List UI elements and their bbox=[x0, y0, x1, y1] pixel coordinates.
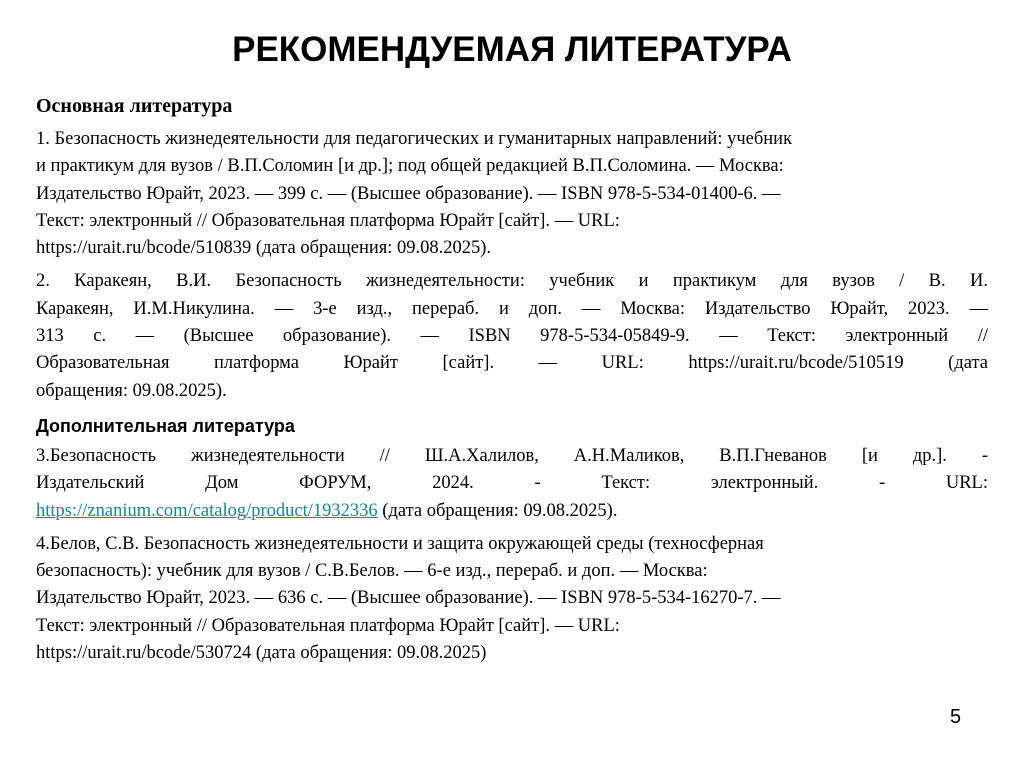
reference-item-1 bbox=[36, 126, 988, 262]
reference-line: Издательский Дом ФОРУМ, 2024. - Текст: электронный. - URL: bbox=[36, 473, 988, 494]
page-number: 5 bbox=[950, 706, 962, 728]
reference-line: 2. Каракеян, В.И. Безопасность жизнедеятельности: учебник и практикум для вузов / В. И. bbox=[36, 271, 988, 292]
reference-line: 313 с. — (Высшее образование). — ISBN 978-5-534-05849-9. — Текст: электронный // bbox=[36, 326, 988, 347]
reference-line: 1. Безопасность жизнедеятельности для педагогических и гуманитарных направлений: учебник bbox=[36, 129, 793, 149]
reference-line: обращения: 09.08.2025). bbox=[36, 380, 227, 401]
slide-content bbox=[36, 92, 988, 673]
reference-line: Образовательная платформа Юрайт [сайт]. — URL: https://urait.ru/bcode/510519 (дата bbox=[36, 353, 988, 374]
reference-line: Текст: электронный // Образовательная платформа Юрайт [сайт]. — URL: bbox=[36, 210, 620, 231]
reference-line: Текст: электронный // Образовательная платформа Юрайт [сайт]. — URL: bbox=[36, 615, 620, 636]
reference-item-3 bbox=[36, 443, 988, 525]
reference-line: Издательство Юрайт, 2023. — 399 с. — (Высшее образование). — ISBN 978-5-534-01400-6. — bbox=[36, 183, 781, 204]
additional-literature-heading: Дополнительная литература bbox=[36, 415, 295, 436]
access-date: (дата обращения: 09.08.2025). bbox=[377, 500, 618, 521]
reference-line: Каракеян, И.М.Никулина. — 3-е изд., перераб. и доп. — Москва: Издательство Юрайт, 2023. — bbox=[36, 298, 988, 319]
reference-line: 3.Безопасность жизнедеятельности // Ш.А.Халилов, А.Н.Маликов, В.П.Гневанов [и др.]. - bbox=[36, 445, 988, 466]
reference-line: и практикум для вузов / В.П.Соломин [и др.]; под общей редакцией В.П.Соломина. — Москва: bbox=[36, 156, 784, 177]
reference-item-4 bbox=[36, 531, 988, 667]
reference-item-2 bbox=[36, 268, 988, 404]
reference-line: Издательство Юрайт, 2023. — 636 с. — (Высшее образование). — ISBN 978-5-534-16270-7. — bbox=[36, 588, 781, 609]
reference-line: https://urait.ru/bcode/510839 (дата обращения: 09.08.2025). bbox=[36, 238, 492, 259]
slide-title: РЕКОМЕНДУЕМАЯ ЛИТЕРАТУРА bbox=[232, 30, 792, 69]
znanium-link[interactable]: https://znanium.com/catalog/product/1932336 bbox=[36, 500, 378, 521]
reference-line: https://urait.ru/bcode/530724 (дата обращения: 09.08.2025) bbox=[36, 643, 487, 664]
reference-line: безопасность): учебник для вузов / С.В.Белов. — 6-е изд., перераб. и доп. — Москва: bbox=[36, 561, 708, 582]
reference-line bbox=[36, 498, 988, 525]
reference-line: 4.Белов, С.В. Безопасность жизнедеятельности и защита окружающей среды (техносферная bbox=[36, 533, 764, 554]
main-literature-heading: Основная литература bbox=[36, 95, 233, 117]
